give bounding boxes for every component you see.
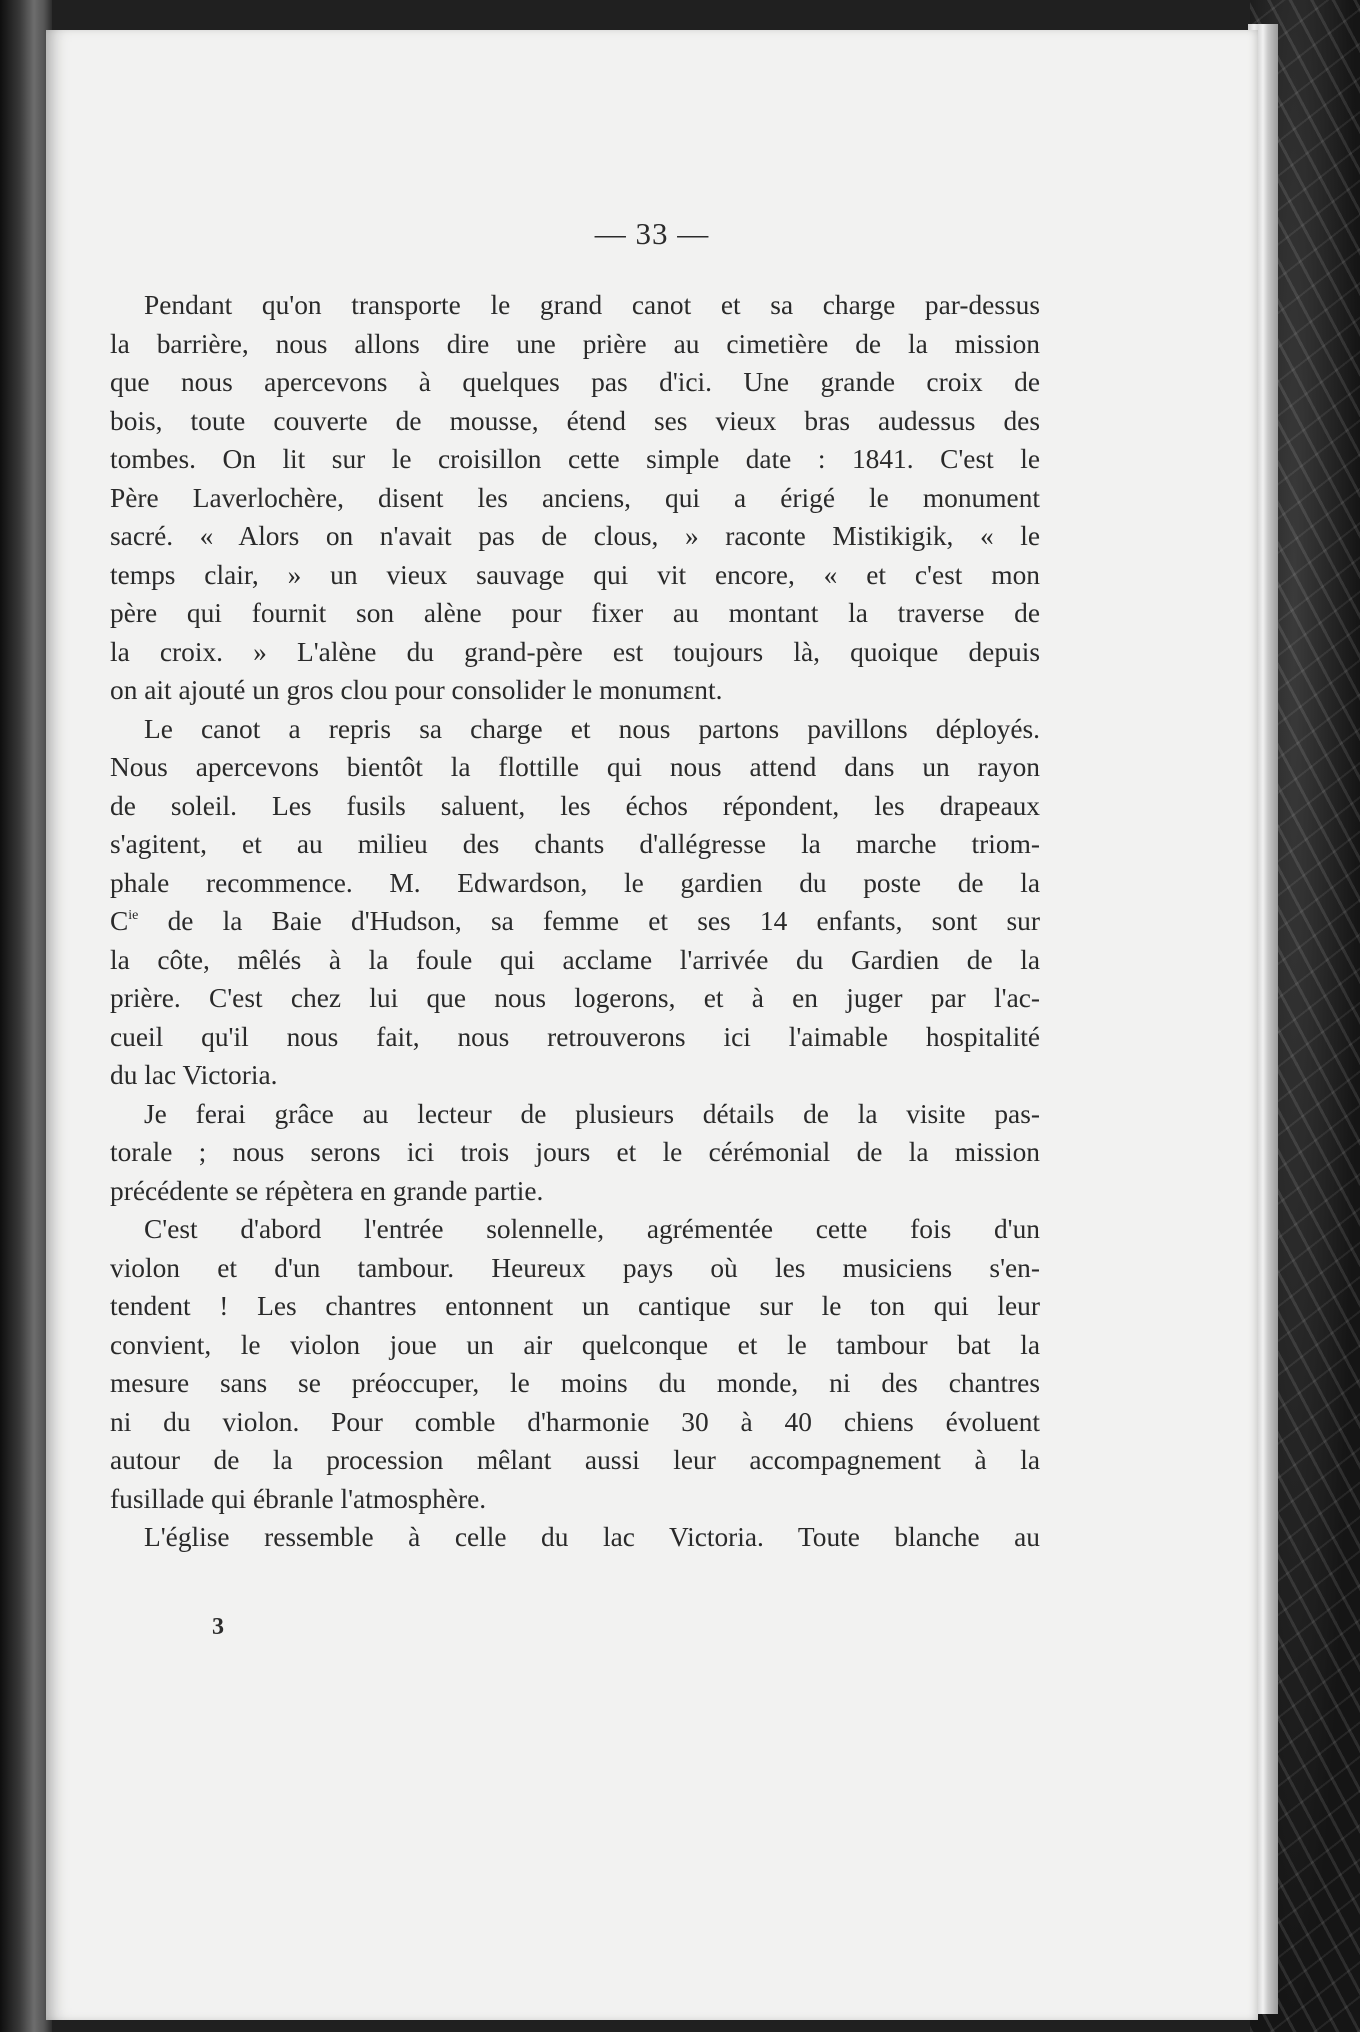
company-prefix: C [110,906,129,936]
page-number: — 33 — [594,216,710,251]
text-line: la côte, mêlés à la foule qui acclame l'arrivée du Gardien de la [110,944,1040,975]
text-line: fusillade qui ébranle l'atmosphère. [110,1483,487,1514]
text-line: père qui fournit son alène pour fixer au montant la traverse de [110,598,1040,628]
text-line: C'est d'abord l'entrée solennelle, agrémentée cette fois d'un [144,1214,1040,1244]
text-line: sacré. « Alors on n'avait pas de clous, » raconte Mistikigik, « le [110,521,1040,551]
paragraph-5 [110,1518,1040,1557]
text-line: torale ; nous serons ici trois jours et le cérémonial de la mission [110,1137,1040,1167]
text-line: on ait ajouté un gros clou pour consolider le monumɛnt. [110,675,723,705]
paragraph-4 [110,1210,1040,1518]
text-line: s'agitent, et au milieu des chants d'allégresse la marche triom- [110,829,1040,859]
text-line: du lac Victoria. [110,1060,278,1090]
company-rest: de la Baie d'Hudson, sa femme et ses 14 enfants, sont sur [138,906,1040,936]
text-line: bois, toute couverte de mousse, étend ses vieux bras audessus des [110,405,1040,436]
body-text [110,286,1040,1557]
text-line: tendent ! Les chantres entonnent un cantique sur le ton qui leur [110,1291,1040,1321]
paragraph-2 [110,710,1040,1095]
paragraph-1 [110,286,1040,710]
text-line: cueil qu'il nous fait, nous retrouverons ici l'aimable hospitalité [110,1021,1040,1052]
text-line: précédente se répètera en grande partie. [110,1175,544,1206]
text-line: Nous apercevons bientôt la flottille qui nous attend dans un rayon [110,752,1040,782]
text-line: la barrière, nous allons dire une prière au cimetière de la mission [110,328,1040,359]
signature-mark: 3 [212,1614,224,1640]
text-line: ni du violon. Pour comble d'harmonie 30 à 40 chiens évoluent [110,1406,1040,1437]
text-line: convient, le violon joue un air quelconque et le tambour bat la [110,1329,1040,1360]
text-line: tombes. On lit sur le croisillon cette simple date : 1841. C'est le [110,444,1040,474]
text-line: violon et d'un tambour. Heureux pays où les musiciens s'en- [110,1252,1040,1283]
text-line: autour de la procession mêlant aussi leur accompagnement à la [110,1445,1040,1475]
company-superscript: ie [128,908,139,923]
paragraph-3 [110,1095,1040,1211]
text-line: de soleil. Les fusils saluent, les échos répondent, les drapeaux [110,790,1040,821]
page-sheet [46,30,1258,2020]
text-line: mesure sans se préoccuper, le moins du monde, ni des chantres [110,1368,1040,1398]
binding-edge [0,0,52,2032]
text-line: Le canot a repris sa charge et nous partons pavillons déployés. [144,713,1040,744]
text-line: temps clair, » un vieux sauvage qui vit encore, « et c'est mon [110,559,1040,590]
text-line: L'église ressemble à celle du lac Victoria. Toute blanche au [144,1522,1040,1552]
text-line: Je ferai grâce au lecteur de plusieurs détails de la visite pas- [144,1098,1040,1129]
company-line [110,902,1040,941]
text-line: que nous apercevons à quelques pas d'ici. Une grande croix de [110,367,1040,397]
text-line: prière. C'est chez lui que nous logerons, et à en juger par l'ac- [110,983,1040,1013]
text-line: phale recommence. M. Edwardson, le gardien du poste de la [110,867,1040,898]
text-line: Père Laverlochère, disent les anciens, qui a érigé le monument [110,482,1040,513]
text-line: Pendant qu'on transporte le grand canot et sa charge par-dessus [144,290,1040,320]
text-line: la croix. » L'alène du grand-père est toujours là, quoique depuis [110,636,1040,667]
